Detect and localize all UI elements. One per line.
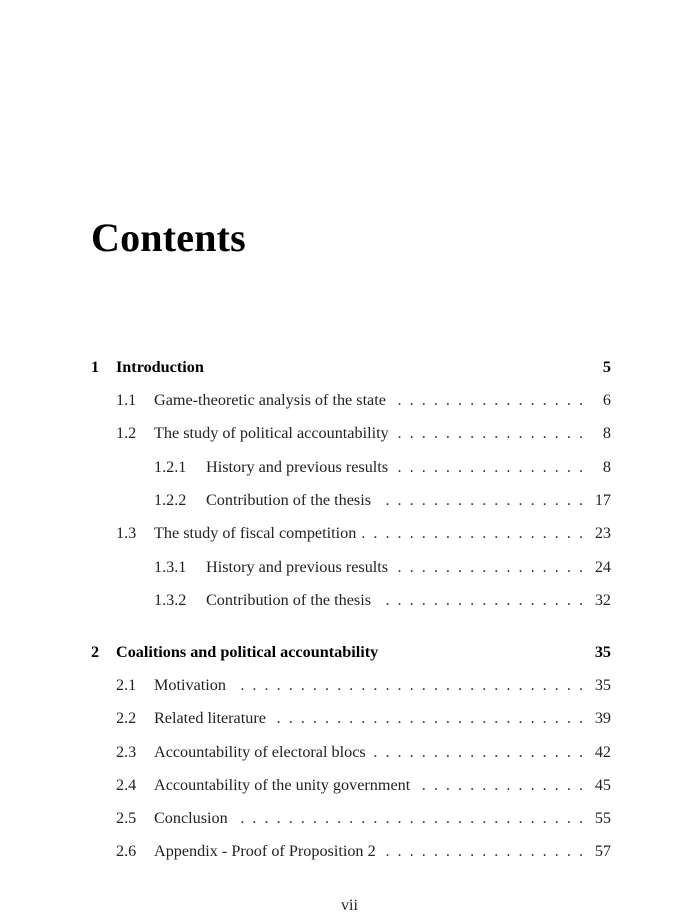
dot-leader <box>234 806 583 830</box>
toc-label: Coalitions and political accountability <box>116 643 379 661</box>
toc-chapter[interactable] <box>0 640 699 664</box>
toc-number: 1.2.1 <box>154 458 187 476</box>
toc-label: The study of fiscal competition <box>154 524 357 542</box>
toc-label: Contribution of the thesis <box>206 491 372 509</box>
toc-number: 2.1 <box>116 676 137 694</box>
dot-leader <box>372 740 583 764</box>
toc-section[interactable] <box>0 521 699 545</box>
dot-leader <box>232 673 583 697</box>
toc-number: 2.4 <box>116 776 137 794</box>
toc-page-number: 35 <box>594 676 611 694</box>
toc-section[interactable] <box>0 388 699 412</box>
toc-number: 1.2 <box>116 424 137 442</box>
dot-leader <box>392 388 583 412</box>
toc-page-number: 57 <box>594 842 611 860</box>
toc-number: 2 <box>91 643 100 661</box>
toc-label: Appendix - Proof of Proposition 2 <box>154 842 376 860</box>
toc-number: 1.3.1 <box>154 558 187 576</box>
toc-label: Game-theoretic analysis of the state <box>154 391 386 409</box>
toc-section[interactable] <box>0 806 699 830</box>
dot-leader <box>394 555 583 579</box>
dot-leader <box>377 488 583 512</box>
dot-leader <box>362 521 583 545</box>
toc-page-number: 5 <box>602 358 611 376</box>
toc-number: 1 <box>91 358 100 376</box>
toc-page-number: 42 <box>594 743 611 761</box>
toc-page-number: 32 <box>594 591 611 609</box>
toc-number: 2.5 <box>116 809 137 827</box>
toc-subsection[interactable] <box>0 555 699 579</box>
toc-label: History and previous results <box>206 558 389 576</box>
dot-leader <box>395 421 583 445</box>
toc-page-number: 8 <box>602 424 611 442</box>
toc-number: 1.3 <box>116 524 137 542</box>
page-title: Contents <box>91 215 246 260</box>
toc-label: History and previous results <box>206 458 389 476</box>
toc-page-number: 39 <box>594 709 611 727</box>
toc-label: Motivation <box>154 676 226 694</box>
toc-section[interactable] <box>0 839 699 863</box>
toc-section[interactable] <box>0 673 699 697</box>
toc-number: 2.2 <box>116 709 137 727</box>
toc-number: 2.3 <box>116 743 137 761</box>
toc-label: Conclusion <box>154 809 228 827</box>
toc-page-number: 24 <box>594 558 611 576</box>
toc-section[interactable] <box>0 706 699 730</box>
dot-leader <box>416 773 583 797</box>
toc-page-number: 6 <box>602 391 611 409</box>
toc-label: Contribution of the thesis <box>206 591 372 609</box>
toc-label: The study of political accountability <box>154 424 389 442</box>
toc-page-number: 35 <box>594 643 611 661</box>
dot-leader <box>377 588 583 612</box>
toc-page-number: 45 <box>594 776 611 794</box>
toc-number: 1.3.2 <box>154 591 187 609</box>
toc-page-number: 17 <box>594 491 611 509</box>
toc-page-number: 23 <box>594 524 611 542</box>
toc-label: Introduction <box>116 358 204 376</box>
toc-section[interactable] <box>0 773 699 797</box>
toc-label: Related literature <box>154 709 266 727</box>
toc-number: 1.2.2 <box>154 491 187 509</box>
toc-label: Accountability of the unity government <box>154 776 411 794</box>
toc-section[interactable] <box>0 421 699 445</box>
toc-number: 2.6 <box>116 842 137 860</box>
toc-subsection[interactable] <box>0 455 699 479</box>
toc-page-number: 8 <box>602 458 611 476</box>
dot-leader <box>272 706 583 730</box>
dot-leader <box>382 839 583 863</box>
toc-subsection[interactable] <box>0 488 699 512</box>
toc-subsection[interactable] <box>0 588 699 612</box>
toc-section[interactable] <box>0 740 699 764</box>
toc-label: Accountability of electoral blocs <box>154 743 366 761</box>
toc-page-number: 55 <box>594 809 611 827</box>
dot-leader <box>394 455 583 479</box>
toc-number: 1.1 <box>116 391 137 409</box>
toc-chapter[interactable] <box>0 355 699 379</box>
page-number: vii <box>341 897 358 914</box>
